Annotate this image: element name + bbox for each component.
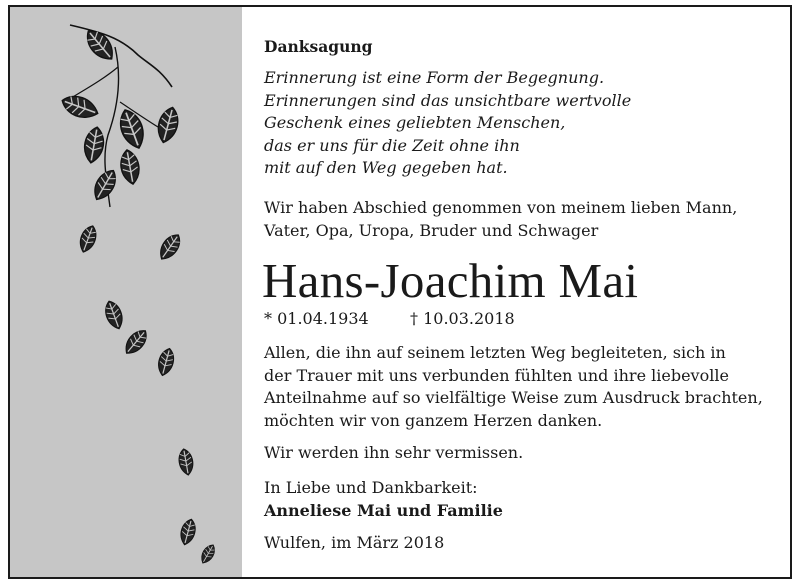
thanks-line: der Trauer mit uns verbunden fühlten und ihre liebevolle	[264, 365, 729, 385]
obituary-notice	[8, 5, 792, 579]
thanks-line: Anteilnahme auf so vielfältige Weise zum Ausdruck brachten,	[264, 388, 763, 407]
deceased-name: Hans-Joachim Mai	[262, 253, 639, 308]
thanks-line: möchten wir von ganzem Herzen danken.	[264, 410, 603, 430]
death-date: † 10.03.2018	[410, 309, 515, 328]
place-date: Wulfen, im März 2018	[264, 533, 445, 552]
quote-line: Geschenk eines geliebten Menschen,	[264, 113, 566, 132]
miss-text: Wir werden ihn sehr vermissen.	[264, 443, 524, 462]
farewell-intro	[264, 197, 737, 242]
thanks-line: Allen, die ihn auf seinem letzten Weg begleiteten, sich in	[264, 343, 726, 362]
birth-date: * 01.04.1934	[264, 309, 369, 328]
memorial-quote	[264, 67, 631, 180]
quote-line: Erinnerungen sind das unsichtbare wertvolle	[264, 90, 632, 110]
quote-line: das er uns für die Zeit ohne ihn	[264, 135, 520, 155]
family-signature: Anneliese Mai und Familie	[264, 500, 503, 520]
intro-line: Wir haben Abschied genommen von meinem lieben Mann,	[264, 198, 738, 217]
closing-signature	[264, 477, 503, 522]
falling-leaves-illustration	[10, 7, 242, 577]
life-dates	[264, 309, 515, 328]
thanks-paragraph	[264, 342, 763, 432]
quote-line: Erinnerung ist eine Form der Begegnung.	[264, 68, 605, 87]
decorative-side-panel	[10, 7, 242, 577]
notice-heading: Danksagung	[264, 37, 373, 56]
intro-line: Vater, Opa, Uropa, Bruder und Schwager	[264, 220, 599, 240]
closing-line: In Liebe und Dankbarkeit:	[264, 478, 478, 497]
quote-line: mit auf den Weg gegeben hat.	[264, 158, 508, 177]
